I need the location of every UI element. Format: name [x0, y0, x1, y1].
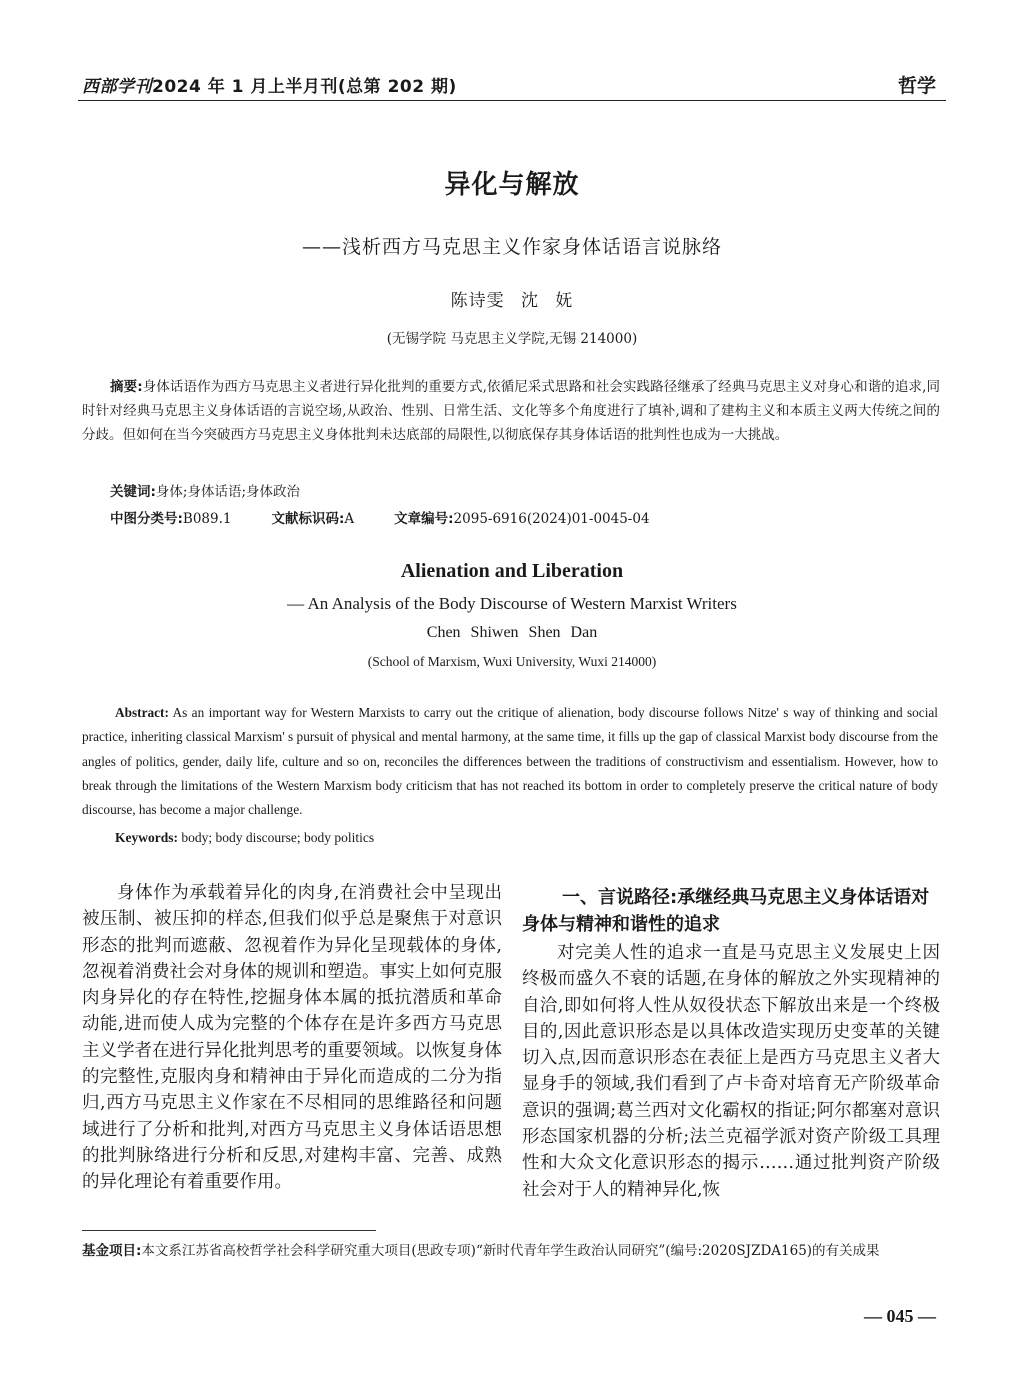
issue-info: 2024 年 1 月上半月刊(总第 202 期): [152, 77, 457, 97]
body-paragraph-right: 对完美人性的追求一直是马克思主义发展史上因终极而盛久不衰的话题,在身体的解放之外实现精神的自洽,即如何将人性从奴役状态下解放出来是一个终极目的,因此意识形态是以具体改造实现历史变革的关键切入点,因而意识形态在表征上是西方马克思主义者大显身手的领域,我们看到了卢卡奇对培育无产阶级革命意识的强调;葛兰西对文化霸权的指证;阿尔都塞对意识形态国家机器的分析;法兰克福学派对资产阶级工具理性和大众文化意识形态的揭示……通过批判资产阶级社会对于人的精神异化,恢: [522, 943, 940, 1200]
body-paragraph-left: 身体作为承载着异化的肉身,在消费社会中呈现出被压制、被压抑的样态,但我们似乎总是聚焦于对意识形态的批判而遮蔽、忽视着作为异化呈现载体的身体,忽视着消费社会对身体的规训和塑造。事实上如何克服肉身异化的存在特性,挖掘身体本属的抵抗潜质和革命动能,进而使人成为完整的个体存在是许多西方马克思主义学者在进行异化批判思考的重要领域。以恢复身体的完整性,克服肉身和精神由于异化而造成的二分为指归,西方马克思主义作家在不尽相同的思维路径和问题域进行了分析和批判,对西方马克思主义身体话语思想的批判脉络进行分析和反思,对建构丰富、完善、成熟的异化理论有着重要作用。: [82, 883, 502, 1193]
section-label: 哲学: [897, 75, 936, 97]
article-no-value: 2095-6916(2024)01-0045-04: [453, 511, 650, 527]
clc-value: B089.1: [182, 511, 232, 527]
keywords-text-zh: 身体;身体话语;身体政治: [155, 484, 301, 500]
keywords-label-en: Keywords:: [115, 830, 178, 845]
clc-label: 中图分类号:: [110, 511, 183, 527]
authors-en: Chen Shiwen Shen Dan: [426, 624, 598, 641]
keywords-zh: [110, 480, 300, 500]
doc-code-value: A: [344, 511, 355, 527]
abstract-text-zh: 身体话语作为西方马克思主义者进行异化批判的重要方式,依循尼采式思路和社会实践路径继承了经典马克思主义对身心和谐的追求,同时针对经典马克思主义身体话语的言说空场,从政治、性别、日常生活、文化等多个角度进行了填补,调和了建构主义和本质主义两大传统之间的分歧。但如何在当今突破西方马克思主义身体批判未达底部的局限性,以彻底保存其身体话语的批判性也成为一大挑战。: [82, 379, 940, 443]
funding-label: 基金项目:: [82, 1243, 142, 1259]
header-divider: [78, 100, 946, 101]
affiliation-en: (School of Marxism, Wuxi University, Wuxi 214000): [367, 654, 657, 669]
doc-code-label: 文献标识码:: [271, 511, 345, 527]
abstract-label-en: Abstract:: [115, 705, 169, 720]
footnote-divider: [82, 1230, 376, 1231]
abstract-label-zh: 摘要:: [110, 379, 143, 395]
keywords-text-en: body; body discourse; body politics: [178, 830, 375, 845]
funding-text: 本文系江苏省高校哲学社会科学研究重大项目(思政专项)“新时代青年学生政治认同研究”(编号:2020SJZDA165)的有关成果: [141, 1243, 880, 1259]
classification-line: [110, 507, 940, 527]
authors-zh: 陈诗雯 沈 妩: [450, 291, 574, 311]
section-heading: 一、言说路径:承继经典马克思主义身体话语对身体与精神和谐性的追求: [522, 887, 930, 935]
journal-logo: 西部学刊: [82, 77, 152, 97]
article-subtitle-en: — An Analysis of the Body Discourse of Western Marxist Writers: [287, 594, 737, 613]
abstract-en: [82, 701, 938, 822]
article-title-zh: 异化与解放: [444, 170, 580, 200]
keywords-en: [115, 830, 374, 846]
affiliation-zh: (无锡学院 马克思主义学院,无锡 214000): [386, 331, 638, 347]
journal-header: [82, 72, 457, 97]
keywords-label-zh: 关键词:: [110, 484, 156, 500]
article-no-label: 文章编号:: [394, 511, 454, 527]
article-title-en: Alienation and Liberation: [400, 560, 624, 582]
page-number: — 045 —: [864, 1306, 936, 1326]
funding-footnote: [82, 1240, 942, 1263]
abstract-zh: [82, 375, 940, 447]
article-subtitle-zh: ——浅析西方马克思主义作家身体话语言说脉络: [301, 236, 722, 258]
abstract-text-en: As an important way for Western Marxists to carry out the critique of alienation, body discourse follows Nitze' s way of thinking and social practice, inheriting classical Marxism' s pursuit of physical and mental harmony, at the same time, it fills up the gap of classical Marxist body discourse from the angles of politics, gender, daily life, culture and so on, reconciles the differences between the traditions of constructivism and essentialism. However, how to break through the limitations of the Western Marxism body criticism that has not reached its bottom in order to completely preserve the critical nature of body discourse, has become a major challenge.: [82, 705, 938, 818]
